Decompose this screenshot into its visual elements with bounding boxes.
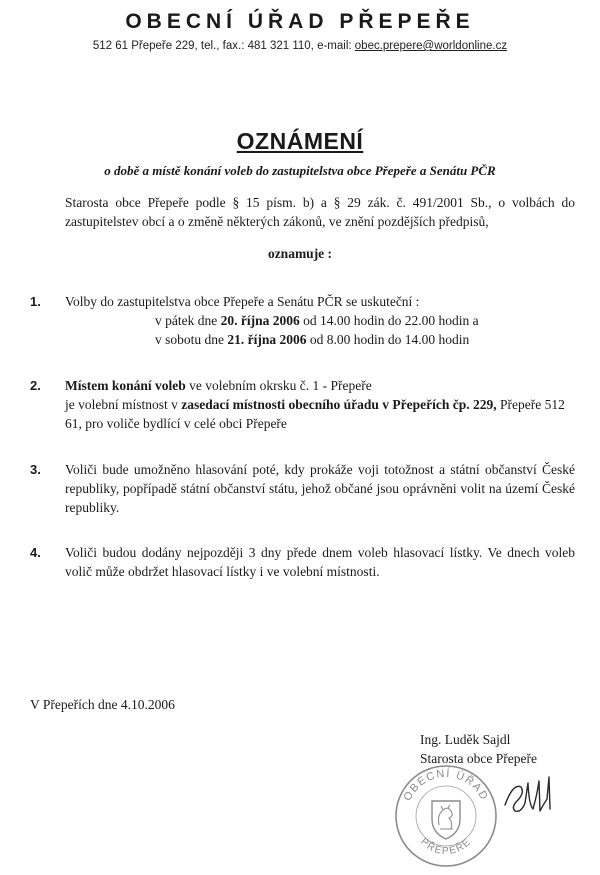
svg-text:OBECNÍ ÚŘAD	[402, 767, 491, 803]
office-email-link[interactable]: obec.prepere@worldonline.cz	[354, 40, 508, 52]
item-3-number: 3.	[30, 462, 41, 477]
notice-title: OZNÁMENÍ	[236, 128, 364, 154]
polling-room: zasedací místnosti obecního úřadu v Přepeřích čp. 229,	[181, 397, 497, 412]
saturday-date: 21. října 2006	[227, 332, 307, 347]
handwritten-signature	[495, 765, 555, 825]
item-1-line-3: v sobotu dne 21. října 2006 od 8.00 hodin do 14.00 hodin	[155, 332, 470, 347]
item-1-number: 1.	[30, 294, 41, 309]
item-1-line-1: Volby do zastupitelstva obce Přepeře a Senátu PČR se uskuteční :	[65, 294, 420, 309]
office-address: 512 61 Přepeře 229, tel., fax.: 481 321 110, e-mail:	[92, 40, 355, 52]
stamp-bottom-text: PŘEPEŘE	[418, 836, 474, 857]
office-contact-line	[0, 40, 600, 52]
place-and-date: V Přepeřích dne 4.10.2006	[30, 697, 175, 712]
item-4-text: Voliči budou dodány nejpozději 3 dny přede dnem voleb hlasovací lístky. Ve dnech voleb volič může obdržet hlasovací lístky i ve volební místnosti.	[65, 545, 575, 579]
item-1-line-2: v pátek dne 20. října 2006 od 14.00 hodin do 22.00 hodin a	[155, 313, 479, 328]
item-3-text: Voliči bude umožněno hlasování poté, kdy prokáže voji totožnost a státní občanství České republiky, popřípadě státní občanství státu, jehož občané jsou oprávněni volit na území České republiky.	[65, 462, 575, 515]
official-stamp	[393, 763, 499, 869]
intro-paragraph: Starosta obce Přepeře podle § 15 písm. b) a § 29 zák. č. 491/2001 Sb., o volbách do zastupitelstev obcí a o změně některých zákonů, ve znění pozdějších předpisů,	[65, 195, 575, 229]
polling-place-label: Místem konání voleb	[65, 378, 186, 393]
item-2-number: 2.	[30, 378, 41, 393]
item-4-number: 4.	[30, 545, 41, 560]
stamp-top-text: OBECNÍ ÚŘAD	[401, 767, 491, 803]
signer-name: Ing. Luděk Sajdl	[420, 732, 511, 747]
announces-label: oznamuje :	[267, 246, 333, 261]
friday-date: 20. října 2006	[220, 313, 300, 328]
notice-subtitle: o době a místě konání voleb do zastupitelstva obce Přepeře a Senátu PČR	[104, 163, 496, 178]
item-1-text	[65, 292, 575, 349]
coat-of-arms-icon	[432, 801, 460, 839]
item-2-text: Místem konání voleb ve volebním okrsku č. 1 - Přepeře je volební místnost v zasedací místnosti obecního úřadu v Přepeřích čp. 229, Přepeře 512 61, pro voliče bydlící v celé obci Přepeře	[65, 378, 565, 431]
signer-role: Starosta obce Přepeře	[420, 751, 537, 766]
office-name-heading: OBECNÍ ÚŘAD PŘEPEŘE	[125, 10, 475, 33]
